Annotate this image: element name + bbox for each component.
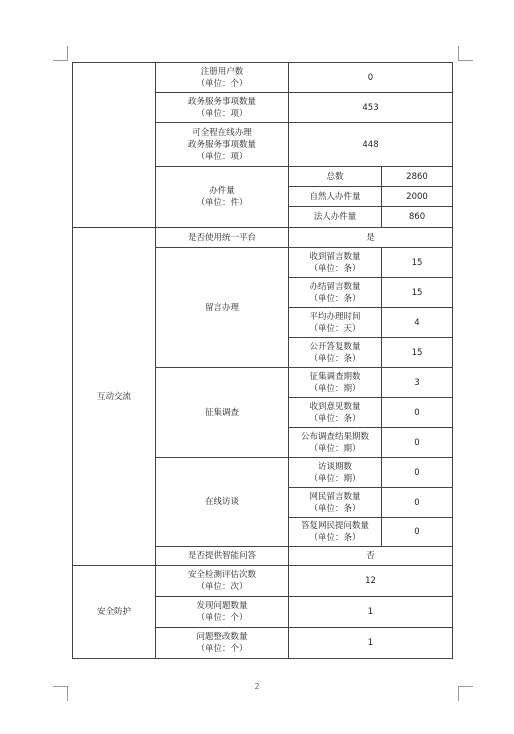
interview-periods-value: 0 <box>381 457 453 488</box>
message-completed-label: 办结留言数量 （单位：条） <box>288 277 382 308</box>
results-published-value: 0 <box>381 427 453 458</box>
unified-platform-value: 是 <box>288 227 453 248</box>
registered-users-value: 0 <box>288 62 453 93</box>
solicitation-periods-label: 征集调查期数 （单位：期） <box>288 367 382 398</box>
average-time-label: 平均办理时间 （单位：天） <box>288 307 382 338</box>
average-time-value: 4 <box>381 307 453 338</box>
opinions-received-label: 收到意见数量 （单位：条） <box>288 397 382 428</box>
crop-mark-top-right <box>458 46 473 61</box>
public-replies-value: 15 <box>381 337 453 368</box>
page-number: 2 <box>254 682 260 691</box>
gov-services-label: 政务服务事项数量 （单位：项） <box>155 92 289 123</box>
questions-answered-label: 答复网民提问数量 （单位：条） <box>288 517 382 547</box>
workload-label: 办件量 （单位：件） <box>155 166 289 228</box>
registered-users-label: 注册用户数 （单位：个） <box>155 62 289 93</box>
online-services-label: 可全程在线办理 政务服务事项数量 （单位：项） <box>155 122 289 167</box>
workload-total-value: 2860 <box>381 166 453 187</box>
crop-mark-top-left <box>53 46 68 61</box>
smart-qa-value: 否 <box>288 546 453 566</box>
unified-platform-label: 是否使用统一平台 <box>155 227 289 248</box>
online-services-value: 448 <box>288 122 453 167</box>
results-published-label: 公布调查结果期数 （单位：期） <box>288 427 382 458</box>
online-interview-label: 在线访谈 <box>155 457 289 547</box>
message-completed-value: 15 <box>381 277 453 308</box>
public-replies-label: 公开答复数量 （单位：条） <box>288 337 382 368</box>
message-received-label: 收到留言数量 （单位：条） <box>288 247 382 278</box>
message-received-value: 15 <box>381 247 453 278</box>
problems-found-label: 发现问题数量 （单位：个） <box>155 596 289 628</box>
section-security: 安全防护 <box>72 565 156 659</box>
security-tests-label: 安全检测评估次数 （单位：次） <box>155 565 289 597</box>
workload-legal-label: 法人办件量 <box>288 206 382 228</box>
questions-answered-value: 0 <box>381 517 453 547</box>
interview-periods-label: 访谈期数 （单位：期） <box>288 457 382 488</box>
opinions-received-value: 0 <box>381 397 453 428</box>
workload-legal-value: 860 <box>381 206 453 228</box>
workload-natural-label: 自然人办件量 <box>288 186 382 207</box>
section-cell-continued <box>72 62 156 228</box>
message-handling-label: 留言办理 <box>155 247 289 368</box>
problems-fixed-value: 1 <box>288 627 453 659</box>
netizen-messages-value: 0 <box>381 487 453 518</box>
problems-fixed-label: 问题整改数量 （单位：个） <box>155 627 289 659</box>
solicitation-label: 征集调查 <box>155 367 289 458</box>
netizen-messages-label: 网民留言数量 （单位：条） <box>288 487 382 518</box>
section-interaction: 互动交流 <box>72 227 156 566</box>
smart-qa-label: 是否提供智能问答 <box>155 546 289 566</box>
solicitation-periods-value: 3 <box>381 367 453 398</box>
workload-total-label: 总数 <box>288 166 382 187</box>
gov-services-value: 453 <box>288 92 453 123</box>
security-tests-value: 12 <box>288 565 453 597</box>
workload-natural-value: 2000 <box>381 186 453 207</box>
problems-found-value: 1 <box>288 596 453 628</box>
